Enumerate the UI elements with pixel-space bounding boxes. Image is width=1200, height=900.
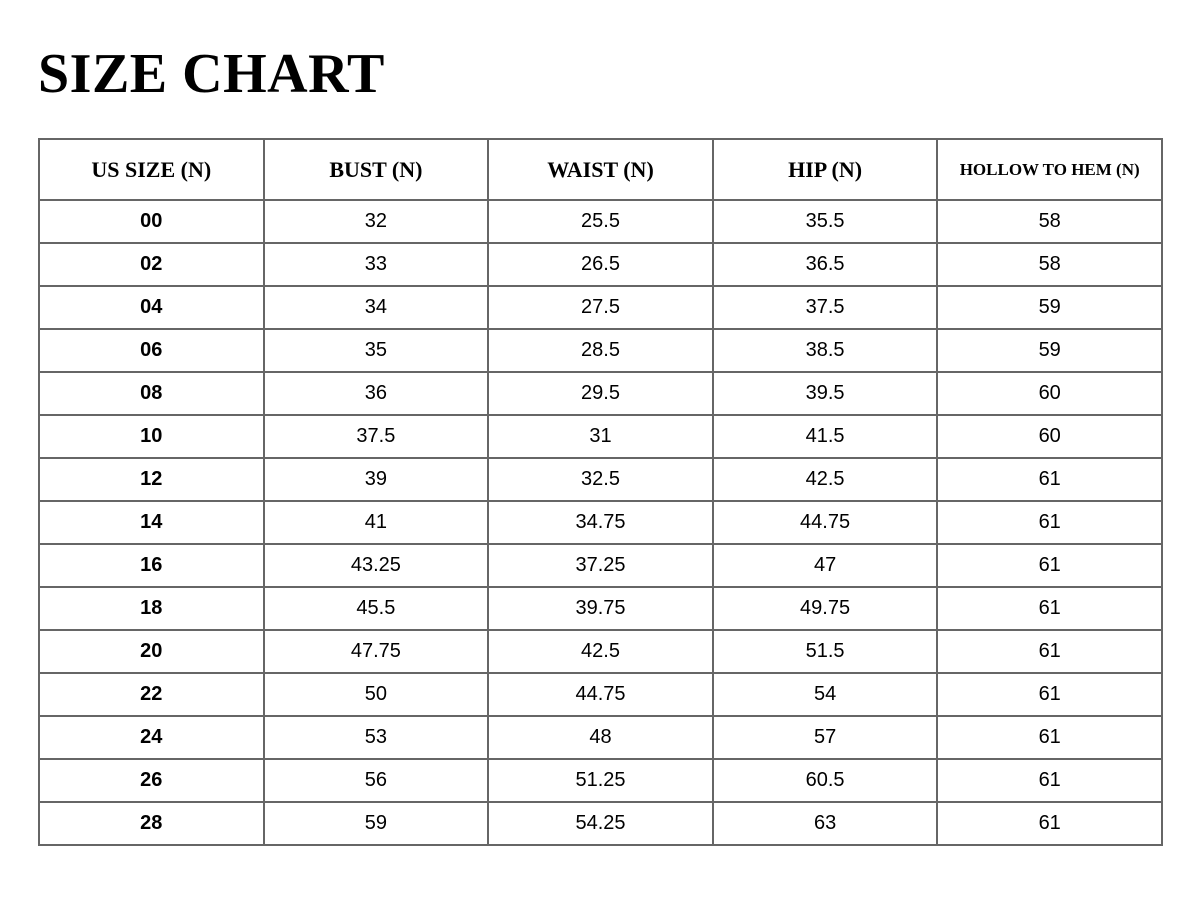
column-header-1: BUST (N) [264,139,489,200]
table-row [39,673,1162,716]
measurement-cell: 61 [937,501,1162,544]
measurement-cell: 51.5 [713,630,938,673]
measurement-cell: 37.25 [488,544,713,587]
measurement-cell: 37.5 [264,415,489,458]
measurement-cell: 60.5 [713,759,938,802]
measurement-cell: 28.5 [488,329,713,372]
measurement-cell: 38.5 [713,329,938,372]
measurement-cell: 44.75 [488,673,713,716]
size-cell: 02 [39,243,264,286]
column-header-3: HIP (N) [713,139,938,200]
measurement-cell: 41.5 [713,415,938,458]
measurement-cell: 29.5 [488,372,713,415]
measurement-cell: 59 [937,329,1162,372]
column-header-0: US SIZE (N) [39,139,264,200]
column-header-4: HOLLOW TO HEM (N) [937,139,1162,200]
measurement-cell: 61 [937,759,1162,802]
measurement-cell: 58 [937,243,1162,286]
measurement-cell: 41 [264,501,489,544]
measurement-cell: 56 [264,759,489,802]
measurement-cell: 34.75 [488,501,713,544]
size-cell: 12 [39,458,264,501]
measurement-cell: 47.75 [264,630,489,673]
measurement-cell: 37.5 [713,286,938,329]
measurement-cell: 61 [937,673,1162,716]
measurement-cell: 45.5 [264,587,489,630]
measurement-cell: 43.25 [264,544,489,587]
table-row [39,759,1162,802]
measurement-cell: 27.5 [488,286,713,329]
measurement-cell: 32 [264,200,489,243]
measurement-cell: 54 [713,673,938,716]
size-cell: 08 [39,372,264,415]
table-row [39,200,1162,243]
table-row [39,544,1162,587]
measurement-cell: 33 [264,243,489,286]
measurement-cell: 44.75 [713,501,938,544]
measurement-cell: 39.75 [488,587,713,630]
measurement-cell: 61 [937,587,1162,630]
measurement-cell: 53 [264,716,489,759]
measurement-cell: 47 [713,544,938,587]
table-row [39,286,1162,329]
table-row [39,415,1162,458]
table-row [39,716,1162,759]
measurement-cell: 61 [937,716,1162,759]
measurement-cell: 36 [264,372,489,415]
size-cell: 06 [39,329,264,372]
table-row [39,630,1162,673]
measurement-cell: 48 [488,716,713,759]
measurement-cell: 32.5 [488,458,713,501]
measurement-cell: 49.75 [713,587,938,630]
size-cell: 26 [39,759,264,802]
measurement-cell: 39.5 [713,372,938,415]
table-row [39,501,1162,544]
table-row [39,458,1162,501]
measurement-cell: 42.5 [488,630,713,673]
size-cell: 18 [39,587,264,630]
measurement-cell: 61 [937,544,1162,587]
size-cell: 20 [39,630,264,673]
measurement-cell: 35.5 [713,200,938,243]
size-cell: 28 [39,802,264,845]
table-row [39,329,1162,372]
measurement-cell: 58 [937,200,1162,243]
measurement-cell: 60 [937,415,1162,458]
table-row [39,802,1162,845]
measurement-cell: 25.5 [488,200,713,243]
measurement-cell: 61 [937,458,1162,501]
measurement-cell: 26.5 [488,243,713,286]
measurement-cell: 35 [264,329,489,372]
measurement-cell: 50 [264,673,489,716]
measurement-cell: 34 [264,286,489,329]
measurement-cell: 61 [937,630,1162,673]
size-cell: 16 [39,544,264,587]
measurement-cell: 57 [713,716,938,759]
table-header-row [39,139,1162,200]
measurement-cell: 51.25 [488,759,713,802]
measurement-cell: 42.5 [713,458,938,501]
size-cell: 00 [39,200,264,243]
measurement-cell: 61 [937,802,1162,845]
size-cell: 10 [39,415,264,458]
size-cell: 14 [39,501,264,544]
measurement-cell: 59 [937,286,1162,329]
size-cell: 04 [39,286,264,329]
table-row [39,243,1162,286]
measurement-cell: 36.5 [713,243,938,286]
size-cell: 24 [39,716,264,759]
measurement-cell: 39 [264,458,489,501]
table-row [39,372,1162,415]
measurement-cell: 31 [488,415,713,458]
measurement-cell: 63 [713,802,938,845]
column-header-2: WAIST (N) [488,139,713,200]
page-title: SIZE CHART [38,43,385,105]
size-cell: 22 [39,673,264,716]
size-chart-table [38,138,1163,846]
measurement-cell: 60 [937,372,1162,415]
measurement-cell: 54.25 [488,802,713,845]
table-row [39,587,1162,630]
measurement-cell: 59 [264,802,489,845]
